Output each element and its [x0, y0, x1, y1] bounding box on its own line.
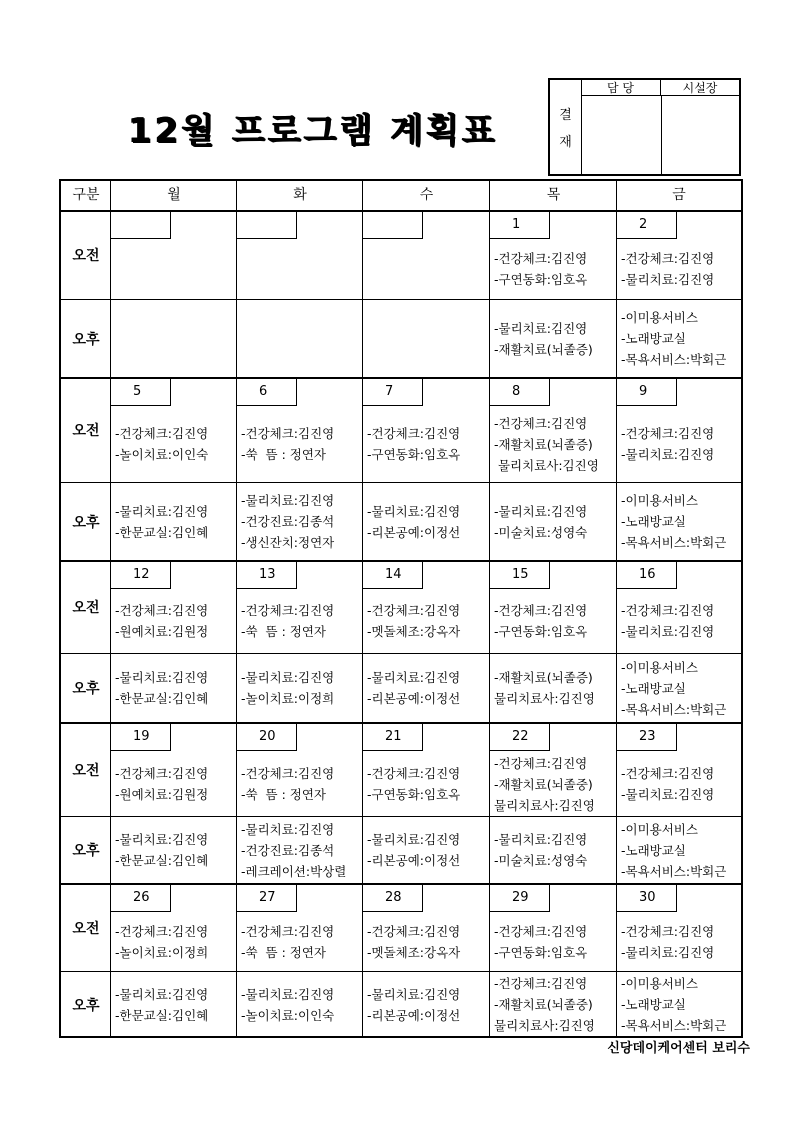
date-box: 6	[237, 378, 297, 406]
activity-item: -목욕서비스:박회근	[621, 863, 727, 879]
activity-list	[367, 829, 488, 871]
schedule-cell-mon-pm	[111, 482, 237, 561]
activity-item: -이미용서비스	[621, 310, 698, 325]
activity-list	[367, 921, 488, 963]
activity-item: -미술치료:성영숙	[494, 524, 588, 540]
approval-manager-sign	[581, 96, 662, 174]
activity-item: -물리치료:김진영	[621, 786, 715, 802]
date-box: 23	[617, 723, 677, 751]
schedule-cell-thu-pm	[490, 482, 617, 561]
activity-item: -물리치료:김진영	[115, 503, 209, 519]
header-day-mon: 월	[167, 187, 181, 203]
schedule-cell-thu-pm	[490, 816, 617, 884]
activity-item: -건강체크:김진영	[621, 426, 715, 441]
activity-list	[621, 819, 739, 882]
schedule-cell-mon-pm	[111, 971, 237, 1038]
activity-item: -건강체크:김진영	[621, 251, 715, 266]
activity-item: -놀이치료:이인숙	[241, 1007, 335, 1023]
date-box: 1	[490, 211, 550, 239]
date-box: 20	[237, 723, 297, 751]
schedule-cell-tue-am	[237, 884, 363, 971]
date-box	[237, 211, 297, 239]
schedule-cell-tue-pm	[237, 653, 363, 723]
activity-item: -건강체크:김진영	[621, 765, 715, 781]
activity-list	[367, 501, 488, 543]
schedule-table	[59, 179, 743, 1038]
date-box: 16	[617, 561, 677, 589]
row-label-am: 오전	[72, 762, 100, 779]
activity-item: -건강체크:김진영	[621, 603, 715, 618]
activity-list	[494, 667, 615, 709]
activity-item: -목욕서비스:박회근	[621, 701, 727, 717]
header-day-wed: 수	[419, 187, 434, 203]
activity-item: -이미용서비스	[621, 821, 698, 837]
activity-item: -노래방교실	[621, 842, 686, 858]
schedule-cell-wed-pm	[363, 653, 490, 723]
date-box	[363, 211, 423, 239]
date-box: 5	[111, 378, 171, 406]
activity-list	[621, 763, 739, 805]
schedule-cell-fri-pm	[617, 971, 741, 1038]
activity-item: 물리치료사:김진영	[494, 691, 595, 706]
activity-item: -쑥 뜸 : 정연자	[241, 624, 326, 639]
activity-item: -쑥 뜸 : 정연자	[241, 447, 326, 462]
schedule-cell-mon-am	[111, 378, 237, 482]
schedule-cell-thu-am	[490, 561, 617, 653]
activity-list	[115, 667, 235, 709]
schedule-cell-wed-pm	[363, 482, 490, 561]
schedule-cell-wed-pm	[363, 971, 490, 1038]
activity-list	[494, 921, 615, 963]
schedule-cell-fri-pm	[617, 299, 741, 378]
activity-item: 물리치료사:김진영	[494, 1018, 595, 1033]
activity-list	[367, 423, 488, 465]
activity-list	[115, 600, 235, 642]
activity-item: -리본공예:이정선	[367, 1007, 461, 1023]
activity-list	[241, 600, 361, 642]
activity-item: -건강체크:김진영	[241, 923, 335, 939]
date-box	[111, 211, 171, 239]
activity-list	[621, 600, 739, 642]
activity-list	[494, 973, 615, 1036]
activity-list	[115, 921, 235, 963]
activity-item: -한문교실:김인혜	[115, 691, 209, 706]
activity-item: -놀이치료:이정희	[241, 691, 335, 706]
date-box: 21	[363, 723, 423, 751]
activity-item: -건강체크:김진영	[367, 426, 461, 441]
row-label-pm: 오후	[72, 681, 100, 697]
activity-list	[241, 819, 361, 882]
schedule-cell-thu-am	[490, 378, 617, 482]
activity-list	[367, 763, 488, 805]
activity-item: -물리치료:김진영	[494, 503, 588, 519]
activity-list	[115, 984, 235, 1026]
schedule-cell-tue-am	[237, 561, 363, 653]
activity-item: -물리치료:김진영	[241, 670, 335, 685]
activity-item: -노래방교실	[621, 997, 686, 1012]
date-box: 8	[490, 378, 550, 406]
schedule-cell-thu-am	[490, 723, 617, 816]
schedule-cell-wed-am	[363, 378, 490, 482]
row-label-pm: 오후	[72, 331, 100, 348]
activity-list	[367, 600, 488, 642]
activity-item: -건강체크:김진영	[494, 251, 588, 266]
row-label-am: 오전	[72, 920, 100, 937]
activity-item: -건강체크:김진영	[494, 603, 588, 618]
activity-list	[241, 763, 361, 805]
activity-item: -건강체크:김진영	[494, 976, 588, 991]
approval-manager-header: 담 당	[581, 80, 661, 96]
schedule-cell-mon-am	[111, 884, 237, 971]
activity-list	[621, 921, 739, 963]
activity-item: -물리치료:김진영	[115, 832, 209, 847]
activity-item: -구연동화:임호옥	[367, 447, 461, 462]
activity-list	[367, 667, 488, 709]
activity-item: -한문교실:김인혜	[115, 524, 209, 540]
activity-item: -놀이치료:이인숙	[115, 447, 209, 462]
schedule-cell-mon-pm	[111, 299, 237, 378]
row-label-am: 오전	[72, 248, 100, 264]
activity-item: -건강진료:김종석	[241, 514, 335, 529]
activity-item: -한문교실:김인혜	[115, 853, 209, 868]
activity-item: -레크레이션:박상렬	[241, 863, 347, 879]
activity-item: -건강체크:김진영	[115, 426, 209, 441]
activity-item: -노래방교실	[621, 680, 686, 696]
schedule-cell-thu-pm	[490, 299, 617, 378]
activity-item: -한문교실:김인혜	[115, 1007, 209, 1023]
activity-item: -이미용서비스	[621, 976, 698, 991]
activity-item: -물리치료:김진영	[367, 986, 461, 1002]
activity-item: -이미용서비스	[621, 659, 698, 675]
activity-item: -이미용서비스	[621, 493, 698, 508]
schedule-cell-tue-am	[237, 211, 363, 299]
activity-list	[621, 973, 739, 1036]
header-day-fri: 금	[672, 187, 686, 203]
activity-item: -건강체크:김진영	[494, 756, 588, 771]
activity-item: -물리치료:김진영	[241, 821, 335, 837]
schedule-cell-mon-pm	[111, 653, 237, 723]
activity-list	[494, 248, 615, 290]
activity-item: -건강체크:김진영	[241, 426, 335, 441]
schedule-cell-fri-pm	[617, 653, 741, 723]
activity-item: -리본공예:이정선	[367, 691, 461, 706]
activity-item: -노래방교실	[621, 514, 686, 529]
date-box: 15	[490, 561, 550, 589]
schedule-cell-tue-pm	[237, 816, 363, 884]
header-day-thu: 목	[546, 187, 561, 203]
date-box: 29	[490, 884, 550, 912]
activity-list	[494, 318, 615, 360]
activity-item: -건강체크:김진영	[367, 603, 461, 618]
date-box: 7	[363, 378, 423, 406]
activity-list	[241, 667, 361, 709]
activity-item: -구연동화:임호옥	[494, 944, 588, 960]
activity-item: -리본공예:이정선	[367, 853, 461, 868]
approval-box	[548, 78, 741, 176]
activity-list	[115, 501, 235, 543]
schedule-cell-mon-am	[111, 723, 237, 816]
row-label-pm: 오후	[72, 997, 100, 1014]
activity-list	[494, 501, 615, 543]
activity-item: -물리치료:김진영	[115, 670, 209, 685]
activity-item: -물리치료:김진영	[241, 986, 335, 1002]
activity-list	[115, 763, 235, 805]
schedule-cell-tue-am	[237, 723, 363, 816]
schedule-cell-wed-pm	[363, 816, 490, 884]
activity-item: -생신잔치:정연자	[241, 535, 335, 550]
activity-item: -건강체크:김진영	[367, 923, 461, 939]
schedule-cell-thu-am	[490, 884, 617, 971]
schedule-cell-tue-pm	[237, 299, 363, 378]
activity-item: -구연동화:임호옥	[494, 272, 588, 287]
approval-director-sign	[661, 96, 739, 174]
activity-list	[621, 307, 739, 370]
activity-list	[621, 490, 739, 553]
schedule-cell-fri-pm	[617, 816, 741, 884]
activity-item: -목욕서비스:박회근	[621, 352, 727, 367]
activity-item: -물리치료:김진영	[621, 944, 715, 960]
activity-item: -놀이치료:이정희	[115, 944, 209, 960]
schedule-cell-fri-pm	[617, 482, 741, 561]
activity-item: -건강체크:김진영	[241, 765, 335, 781]
activity-list	[494, 413, 615, 476]
schedule-cell-fri-am	[617, 723, 741, 816]
activity-item: -원예치료:김원정	[115, 624, 209, 639]
activity-item: -건강진료:김종석	[241, 842, 335, 858]
activity-item: -물리치료:김진영	[621, 272, 715, 287]
activity-list	[241, 921, 361, 963]
schedule-cell-wed-am	[363, 723, 490, 816]
activity-list	[241, 984, 361, 1026]
schedule-cell-fri-am	[617, 884, 741, 971]
approval-label-top: 결	[559, 108, 572, 123]
schedule-cell-thu-pm	[490, 653, 617, 723]
date-box: 26	[111, 884, 171, 912]
row-label-am: 오전	[72, 423, 100, 439]
activity-list	[494, 753, 615, 816]
schedule-cell-tue-pm	[237, 482, 363, 561]
schedule-cell-wed-pm	[363, 299, 490, 378]
activity-item: -물리치료:김진영	[115, 986, 209, 1002]
activity-list	[115, 423, 235, 465]
activity-item: -건강체크:김진영	[115, 603, 209, 618]
schedule-cell-wed-am	[363, 211, 490, 299]
schedule-cell-tue-am	[237, 378, 363, 482]
activity-list	[367, 984, 488, 1026]
activity-item: -건강체크:김진영	[494, 415, 588, 431]
schedule-cell-wed-am	[363, 884, 490, 971]
activity-item: -건강체크:김진영	[494, 923, 588, 939]
date-box: 28	[363, 884, 423, 912]
activity-list	[494, 829, 615, 871]
activity-item: -물리치료:김진영	[241, 493, 335, 508]
activity-item: -건강체크:김진영	[367, 765, 461, 781]
activity-item: 물리치료사:김진영	[494, 798, 595, 813]
activity-item: -물리치료:김진영	[621, 447, 715, 462]
activity-item: -구연동화:임호옥	[494, 624, 588, 639]
activity-list	[621, 657, 739, 720]
activity-list	[621, 423, 739, 465]
activity-list	[241, 490, 361, 553]
activity-item: -재활치료(뇌졸중)	[494, 997, 593, 1012]
approval-label-bottom: 재	[559, 135, 572, 150]
activity-item: -물리치료:김진영	[367, 503, 461, 519]
activity-item: -물리치료:김진영	[494, 320, 588, 336]
activity-item: -쑥 뜸 : 정연자	[241, 944, 326, 960]
page-title: 12월 프로그램 계획표	[128, 111, 498, 151]
activity-item: -건강체크:김진영	[621, 923, 715, 939]
activity-item: -미술치료:성영숙	[494, 853, 588, 868]
schedule-cell-thu-pm	[490, 971, 617, 1038]
activity-item: -물리치료:김진영	[621, 624, 715, 639]
date-box: 12	[111, 561, 171, 589]
activity-item: -물리치료:김진영	[494, 832, 588, 847]
footer-org-name: 신당데이케어센터 보리수	[607, 1041, 750, 1056]
schedule-cell-wed-am	[363, 561, 490, 653]
schedule-cell-mon-pm	[111, 816, 237, 884]
activity-item: -목욕서비스:박회근	[621, 535, 727, 550]
schedule-cell-fri-am	[617, 561, 741, 653]
activity-item: -노래방교실	[621, 331, 686, 346]
approval-director-header: 시설장	[661, 80, 739, 96]
approval-label	[550, 80, 582, 174]
schedule-cell-mon-am	[111, 561, 237, 653]
date-box: 2	[617, 211, 677, 239]
date-box: 14	[363, 561, 423, 589]
activity-list	[115, 829, 235, 871]
activity-list	[494, 600, 615, 642]
schedule-cell-fri-am	[617, 211, 741, 299]
activity-item: -건강체크:김진영	[115, 765, 209, 781]
activity-item: -구연동화:임호옥	[367, 786, 461, 802]
activity-item: -건강체크:김진영	[115, 923, 209, 939]
header-section: 구분	[72, 187, 100, 203]
activity-item: -물리치료:김진영	[367, 670, 461, 685]
row-label-pm: 오후	[72, 514, 100, 531]
date-box: 30	[617, 884, 677, 912]
activity-item: -물리치료:김진영	[367, 832, 461, 847]
activity-item: -재활치료(뇌졸중)	[494, 777, 593, 792]
date-box: 27	[237, 884, 297, 912]
activity-item: -원예치료:김원정	[115, 786, 209, 802]
activity-item: -목욕서비스:박회근	[621, 1018, 727, 1033]
schedule-cell-thu-am	[490, 211, 617, 299]
row-label-am: 오전	[72, 600, 100, 616]
date-box: 22	[490, 723, 550, 751]
date-box: 19	[111, 723, 171, 751]
activity-list	[621, 248, 739, 290]
activity-list	[241, 423, 361, 465]
activity-item: -재활치료(뇌졸증)	[494, 436, 593, 452]
activity-item: -재활치료(뇌졸증)	[494, 341, 593, 357]
date-box: 9	[617, 378, 677, 406]
schedule-cell-tue-pm	[237, 971, 363, 1038]
activity-item: -건강체크:김진영	[241, 603, 335, 618]
activity-item: 물리치료사:김진영	[494, 457, 599, 473]
activity-item: -쑥 뜸 : 정연자	[241, 786, 326, 802]
activity-item: -멧돌체조:강옥자	[367, 944, 461, 960]
schedule-cell-mon-am	[111, 211, 237, 299]
header-day-tue: 화	[293, 187, 307, 203]
activity-item: -멧돌체조:강옥자	[367, 624, 461, 639]
activity-item: -리본공예:이정선	[367, 524, 461, 540]
schedule-cell-fri-am	[617, 378, 741, 482]
date-box: 13	[237, 561, 297, 589]
activity-item: -재활치료(뇌졸증)	[494, 670, 593, 685]
row-label-pm: 오후	[72, 843, 100, 859]
